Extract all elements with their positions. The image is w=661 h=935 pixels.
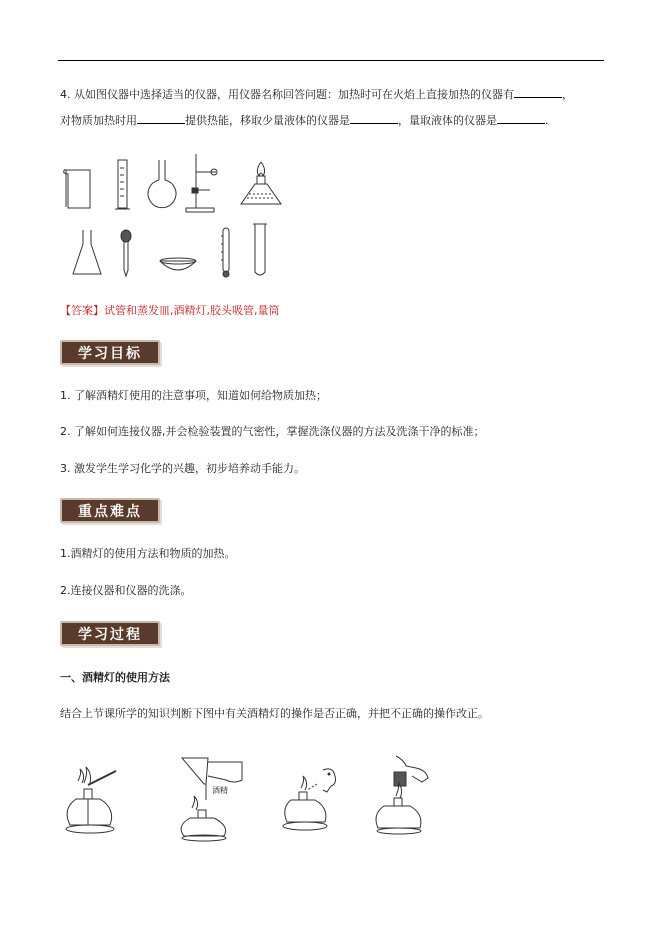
answer-text: 试管和蒸发皿,酒精灯,胶头吸管,量筒 [104, 304, 280, 317]
section-tag-goals: 学习目标 [60, 340, 160, 365]
adding-alcohol-to-lit-lamp-icon [178, 754, 250, 840]
lamp-lit-with-lamp-icon [62, 765, 134, 837]
part1-heading: 一、酒精灯的使用方法 [60, 671, 170, 684]
section-tag-process: 学习过程 [60, 621, 160, 646]
answer-blank-3 [350, 113, 398, 124]
evaporating-dish-icon [158, 255, 198, 275]
covering-lamp-with-cap-icon [372, 754, 434, 836]
goal-item-2: 2. 了解如何连接仪器,并会检验装置的气密性，掌握洗涤仪器的方法及洗涤干净的标准； [60, 425, 485, 438]
beaker-icon [62, 165, 94, 213]
goal-item-1: 1. 了解酒精灯使用的注意事项，知道如何给物质加热； [60, 389, 327, 402]
goal-item-3: 3. 激发学生学习化学的兴趣，初步培养动手能力。 [60, 462, 305, 475]
question-text-1: 4. 从如图仪器中选择适当的仪器，用仪器名称回答问题：加热时可在火焰上直接加热的仪器有 [60, 88, 514, 101]
figure-label-alcohol: 酒精 [212, 786, 228, 795]
graduated-cylinder-icon [113, 158, 133, 214]
question-line-1: 4. 从如图仪器中选择适当的仪器，用仪器名称回答问题：加热时可在火焰上直接加热的仪器有 ， [60, 88, 573, 101]
part1-instruction: 结合上节课所学的知识判断下图中有关酒精灯的操作是否正确，并把不正确的操作改正。 [60, 707, 489, 720]
dropper-icon [118, 228, 134, 280]
header-rule [58, 60, 604, 61]
answer-line [60, 303, 280, 319]
question-line-2: 对物质加热时用 提供热能，移取少量液体的仪器是 ，量取液体的仪器是 . [60, 114, 549, 127]
answer-blank-4 [497, 113, 545, 124]
keypoint-item-1: 1.酒精灯的使用方法和物质的加热。 [60, 547, 236, 560]
iron-stand-icon [184, 152, 220, 214]
conical-flask-icon [70, 228, 106, 278]
blowing-out-lamp-icon [283, 762, 353, 836]
test-tube-icon [252, 222, 268, 280]
thermometer-icon [218, 226, 234, 280]
answer-blank-1 [514, 87, 562, 98]
round-bottom-flask-icon [145, 158, 179, 214]
alcohol-lamp-icon [237, 160, 285, 214]
answer-label: 【答案】 [60, 304, 104, 317]
section-tag-keypoints: 重点难点 [60, 498, 160, 523]
keypoint-item-2: 2.连接仪器和仪器的洗涤。 [60, 584, 192, 597]
answer-blank-2 [137, 113, 185, 124]
